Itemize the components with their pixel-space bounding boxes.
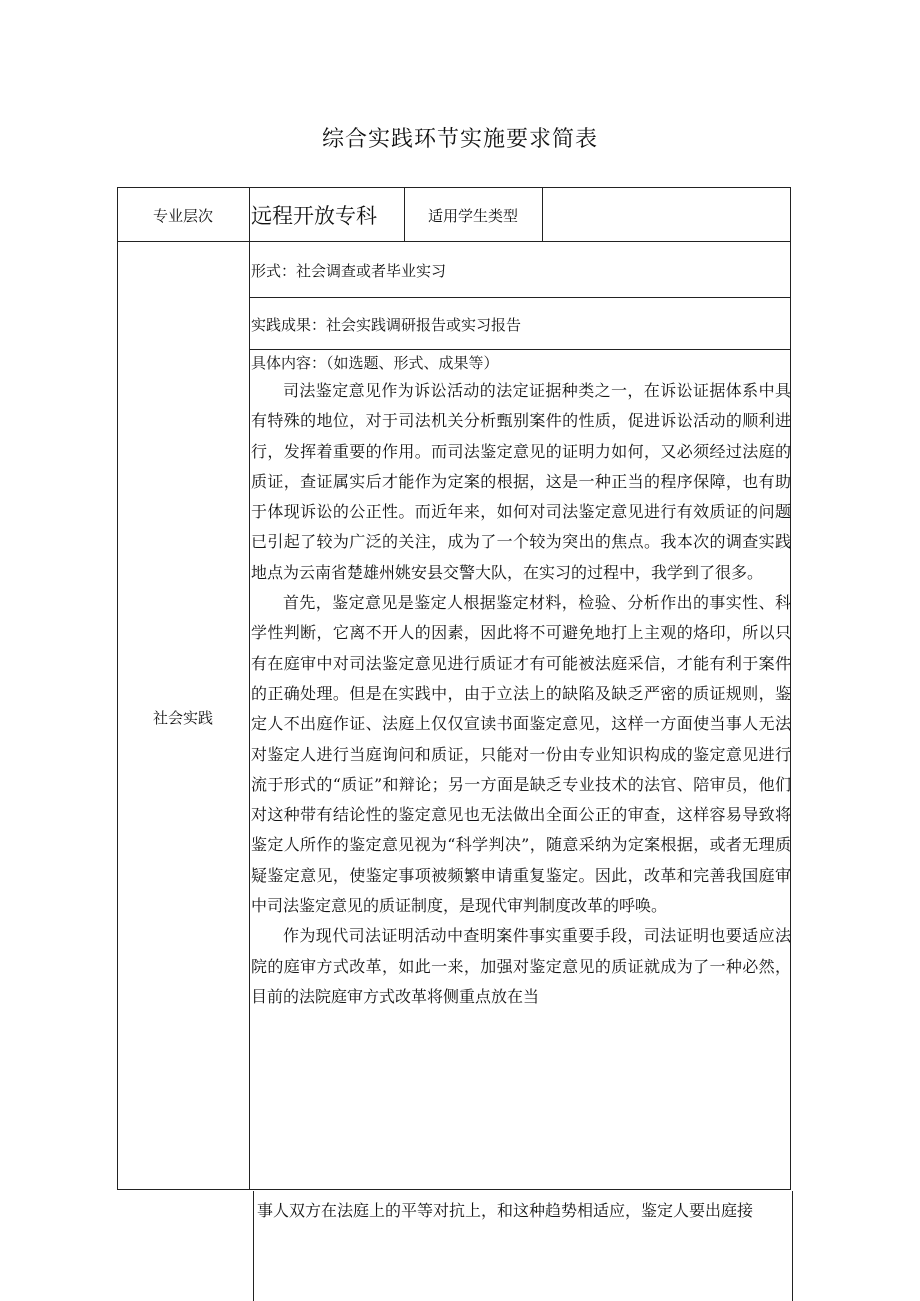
paragraph: 首先，鉴定意见是鉴定人根据鉴定材料，检验、分析作出的事实性、科学性判断，它离不开人的因素，因此将不可避免地打上主观的烙印，所以只有在庭审中对司法鉴定意见进行质证才有可能被法庭采信，才能有利于案件的正确处理。但是在实践中，由于立法上的缺陷及缺乏严密的质证规则，鉴定人不出庭作证、法庭上仅仅宣读书面鉴定意见，这样一方面使当事人无法对鉴定人进行当庭询问和质证，只能对一份由专业知识构成的鉴定意见进行流于形式的“质证”和辩论；另一方面是缺乏专业技术的法官、陪审员，他们对这种带有结论性的鉴定意见也无法做出全面公正的审查，这样容易导致将鉴定人所作的鉴定意见视为“科学判决”，随意采纳为定案根据，或者无理质疑鉴定意见，使鉴定事项被频繁申请重复鉴定。因此，改革和完善我国庭审中司法鉴定意见的质证制度，是现代审判制度改革的呼唤。 (251, 593, 791, 916)
practice-label: 社会实践 (152, 709, 213, 727)
content-header: 具体内容：（如选题、形式、成果等） (251, 354, 499, 372)
level-label: 专业层次 (152, 207, 213, 225)
page-title: 综合实践环节实施要求简表 (321, 127, 598, 152)
level-value: 远程开放专科 (251, 204, 377, 228)
content-body (251, 376, 791, 1012)
form-line: 形式：社会调查或者毕业实习 (251, 262, 447, 280)
result-line: 实践成果：社会实践调研报告或实习报告 (251, 316, 522, 334)
paragraph: 司法鉴定意见作为诉讼活动的法定证据种类之一，在诉讼证据体系中具有特殊的地位，对于司法机关分析甄别案件的性质，促进诉讼活动的顺利进行，发挥着重要的作用。而司法鉴定意见的证明力如何，又必须经过法庭的质证，查证属实后才能作为定案的根据，这是一种正当的程序保障，也有助于体现诉讼的公正性。而近年来，如何对司法鉴定意见进行有效质证的问题已引起了较为广泛的关注，成为了一个较为突出的焦点。我本次的调查实践地点为云南省楚雄州姚安县交警大队，在实习的过程中，我学到了很多。 (251, 381, 791, 582)
continuation-line: 事人双方在法庭上的平等对抗上，和这种趋势相适应，鉴定人要出庭接 (257, 1201, 754, 1220)
paragraph: 作为现代司法证明活动中查明案件事实重要手段，司法证明也要适应法院的庭审方式改革，如此一来，加强对鉴定意见的质证就成为了一种必然，目前的法院庭审方式改革将侧重点放在当 (251, 926, 791, 1006)
student-type-label: 适用学生类型 (427, 207, 518, 225)
